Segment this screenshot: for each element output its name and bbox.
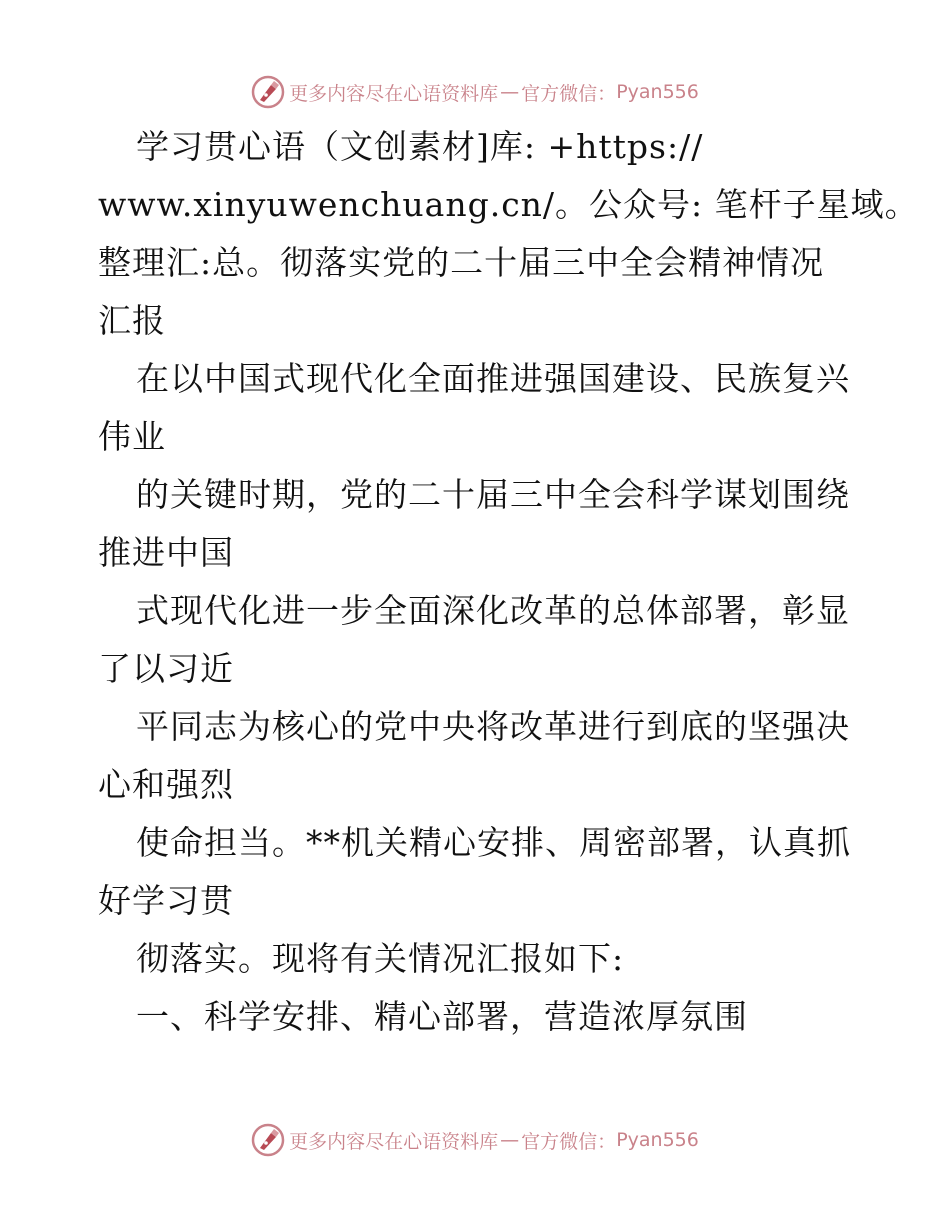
body-line: 整理汇:总。彻落实党的二十届三中全会精神情况: [98, 243, 825, 282]
pen-nib-logo-icon: [251, 75, 285, 109]
banner-wechat-id: Pyan556: [616, 1129, 699, 1151]
body-line: 学习贯心语（文创素材]库: +https://: [136, 127, 704, 166]
body-line: 的关键时期，党的二十届三中全会科学谋划围绕: [136, 475, 850, 514]
body-line: 在以中国式现代化全面推进强国建设、民族复兴: [136, 359, 850, 398]
banner-wechat-id: Pyan556: [616, 81, 699, 103]
body-line: 好学习贯: [98, 881, 234, 920]
body-line: 推进中国: [98, 533, 234, 572]
section-heading: 一、科学安排、精心部署，营造浓厚氛围: [136, 997, 748, 1036]
banner-dash: —: [500, 1129, 520, 1151]
banner-text: 更多内容尽在心语资料库: [289, 82, 499, 105]
banner-dash: —: [500, 81, 520, 103]
body-line: 彻落实。现将有关情况汇报如下:: [136, 939, 625, 978]
body-line: www.xinyuwenchuang.cn/。公众号: 笔杆子星域。: [98, 185, 919, 224]
banner-wechat-label: 官方微信：: [521, 1130, 617, 1153]
body-line: 平同志为核心的党中央将改革进行到底的坚强决: [136, 707, 850, 746]
body-line: 使命担当。**机关精心安排、周密部署，认真抓: [136, 823, 851, 862]
header-banner: [0, 72, 950, 112]
document-body: [98, 118, 919, 1046]
body-line: 汇报: [98, 301, 166, 340]
body-line: 心和强烈: [98, 765, 234, 804]
body-line: 伟业: [98, 417, 166, 456]
body-line: 式现代化进一步全面深化改革的总体部署，彰显: [136, 591, 850, 630]
banner-wechat-label: 官方微信：: [521, 82, 617, 105]
footer-banner: [0, 1120, 950, 1160]
pen-nib-logo-icon: [251, 1123, 285, 1157]
banner-text: 更多内容尽在心语资料库: [289, 1130, 499, 1153]
body-line: 了以习近: [98, 649, 234, 688]
